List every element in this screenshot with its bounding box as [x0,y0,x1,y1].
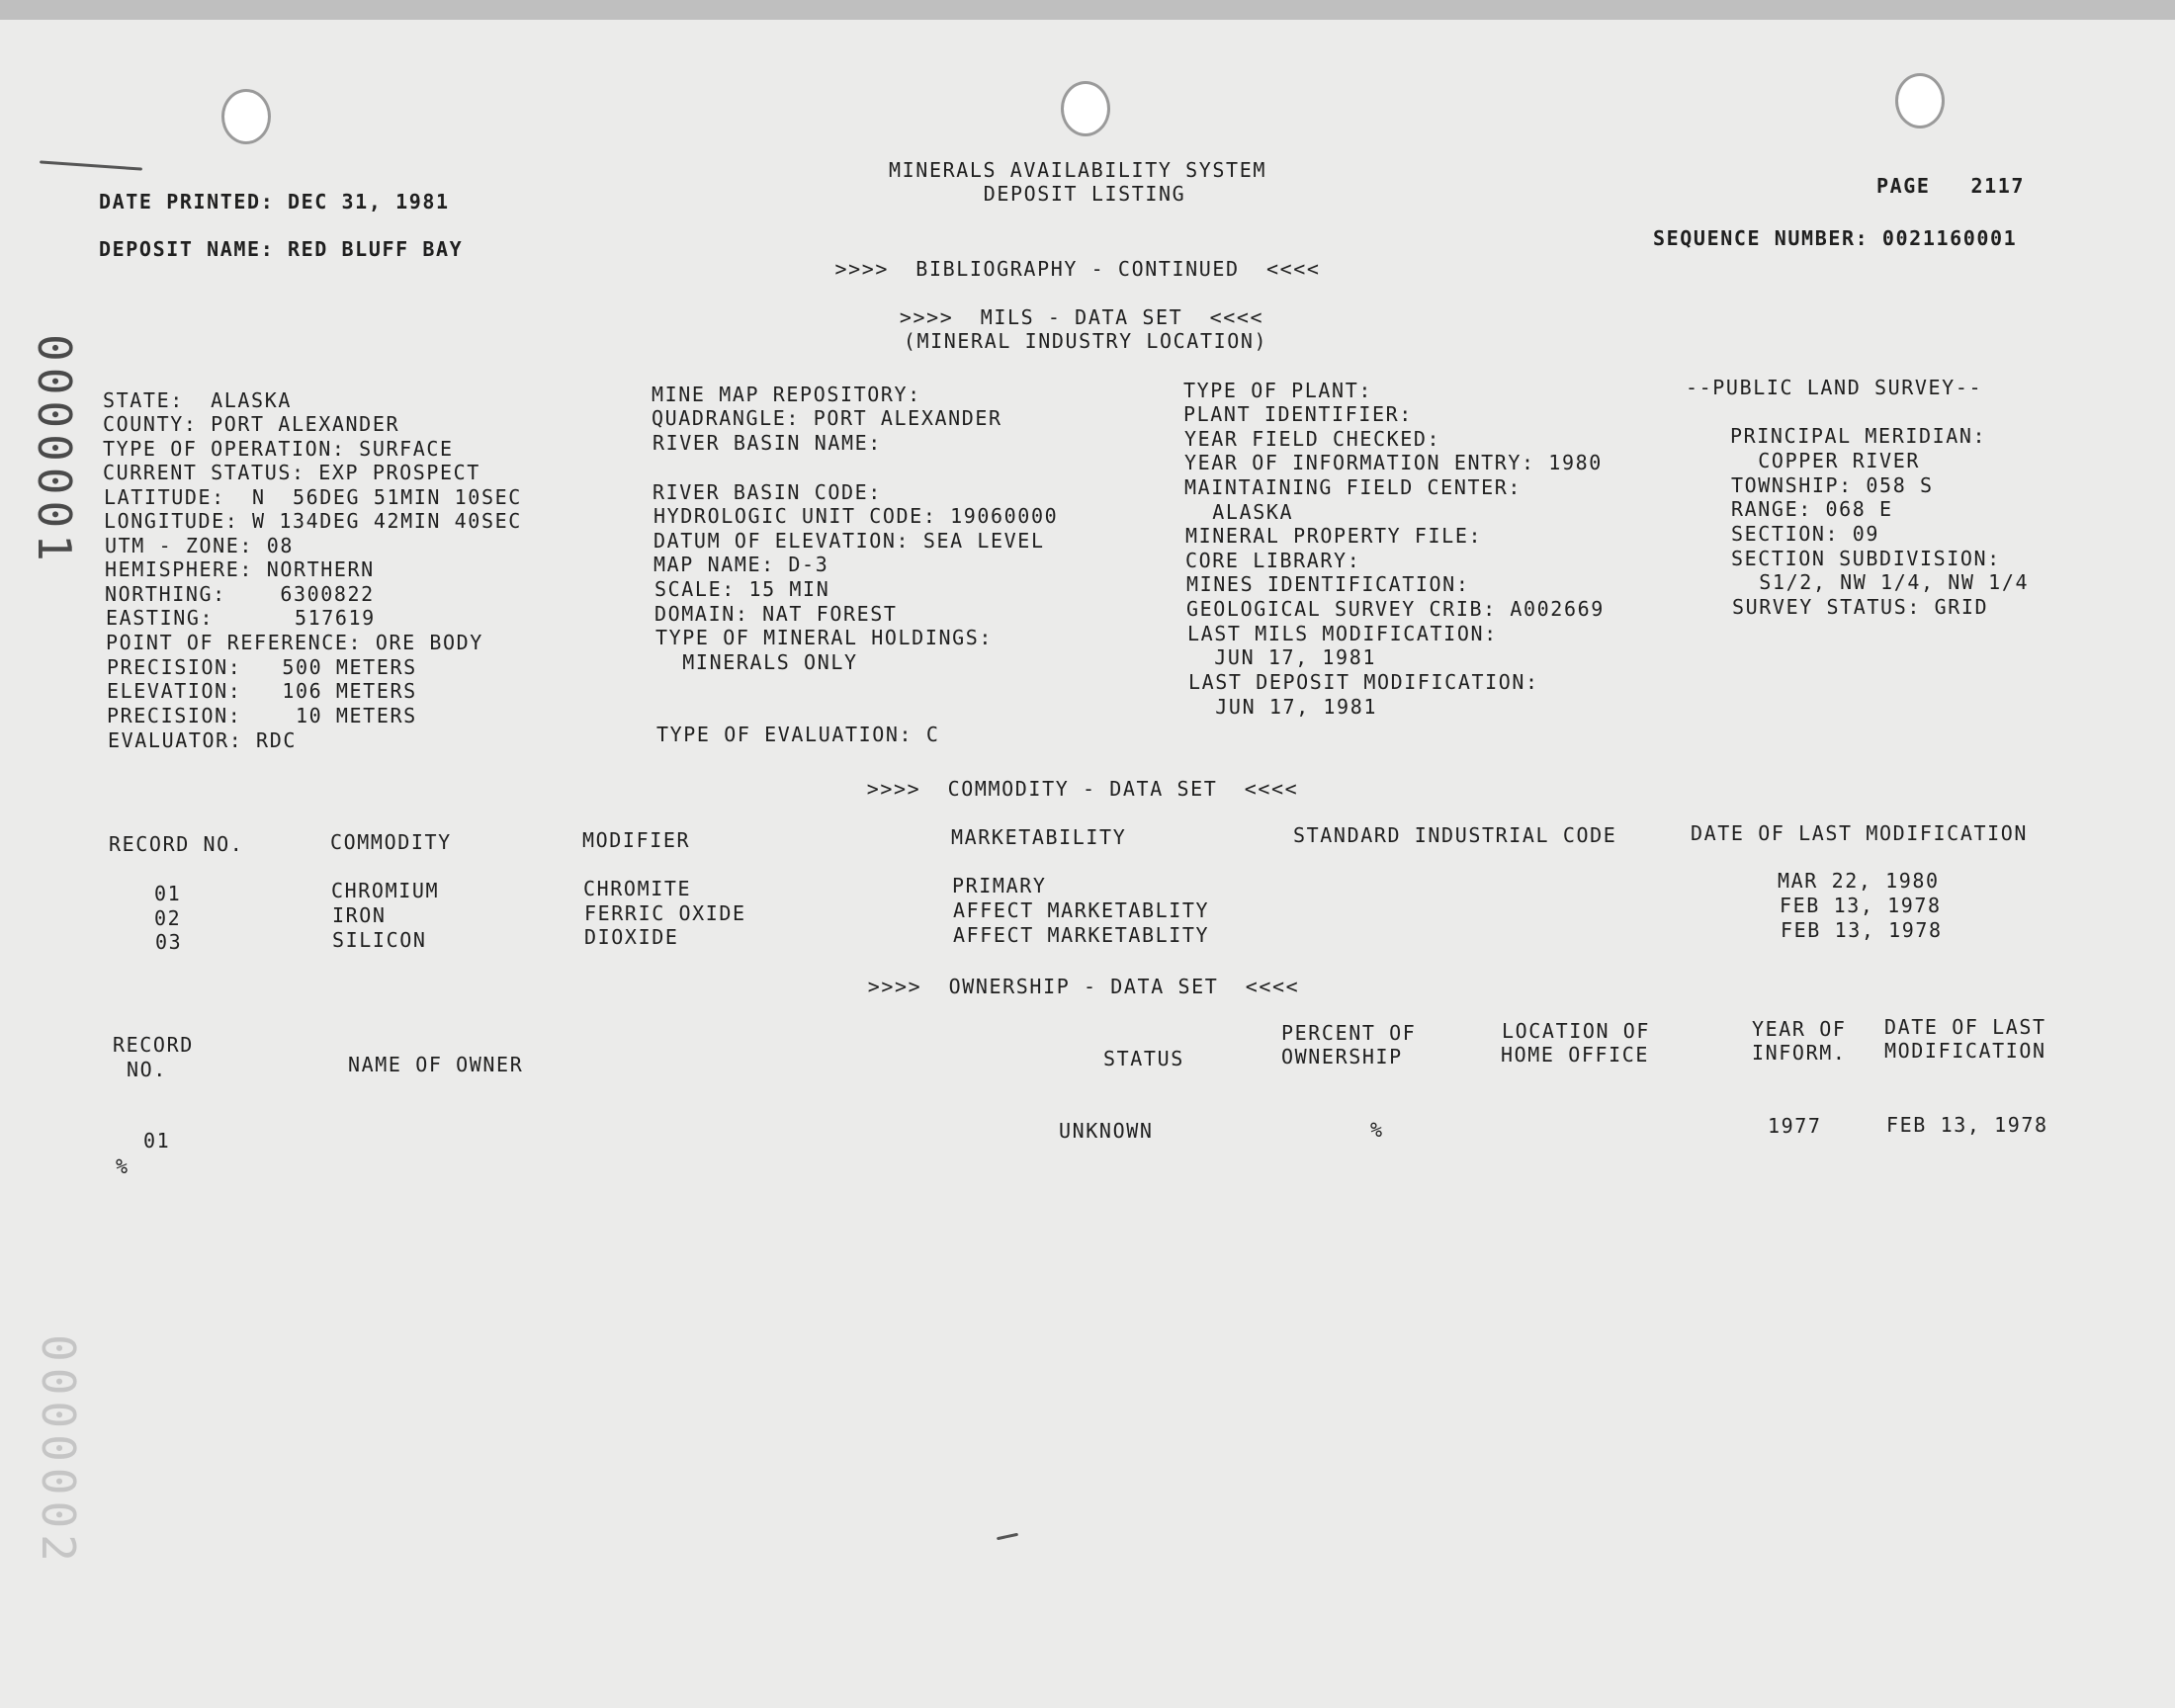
section-subdivision-value: S1/2, NW 1/4, NW 1/4 [1732,570,2030,594]
date-header-line2: MODIFICATION [1884,1039,2046,1063]
ownership-trailer: % [116,1154,130,1178]
mils-banner: >>>> MILS - DATA SET <<<< [899,305,1264,329]
printout-sheet [0,20,2175,1708]
location-header-line2: HOME OFFICE [1501,1043,1650,1067]
longitude-field: LONGITUDE: W 134DEG 42MIN 40SEC [104,509,522,533]
easting-field: EASTING: 517619 [106,606,376,630]
punch-hole-right [1895,73,1945,128]
map-name-field: MAP NAME: D-3 [653,553,829,576]
film-code-top: 0000001 [28,334,81,567]
last-deposit-modification-field: LAST DEPOSIT MODIFICATION: [1188,670,1539,694]
last-modification-header: DATE OF LAST MODIFICATION [1691,821,2029,845]
deposit-name: DEPOSIT NAME: RED BLUFF BAY [99,237,464,261]
hemisphere-field: HEMISPHERE: NORTHERN [105,557,375,581]
owner-name-header: NAME OF OWNER [348,1053,524,1076]
record-no-cell: 03 [155,930,183,954]
year-cell: 1977 [1768,1114,1822,1138]
last-deposit-modification-date: JUN 17, 1981 [1188,695,1377,719]
commodity-banner: >>>> COMMODITY - DATA SET <<<< [866,777,1299,801]
marketability-cell: PRIMARY [952,874,1047,897]
core-library-field: CORE LIBRARY: [1185,549,1361,572]
type-of-evaluation-field: TYPE OF EVALUATION: C [656,723,940,746]
point-of-reference-field: POINT OF REFERENCE: ORE BODY [106,631,483,654]
sequence-number: SEQUENCE NUMBER: 0021160001 [1653,226,2018,250]
year-field-checked-field: YEAR FIELD CHECKED: [1184,427,1441,451]
mils-subbanner: (MINERAL INDUSTRY LOCATION) [903,329,1268,353]
record-header-line1: RECORD [113,1033,194,1057]
punch-hole-left [221,89,271,144]
last-modification-cell: FEB 13, 1978 [1780,894,1942,917]
domain-field: DOMAIN: NAT FOREST [654,602,898,626]
current-status-field: CURRENT STATUS: EXP PROSPECT [103,461,480,484]
section-subdivision-field: SECTION SUBDIVISION: [1731,547,2001,570]
mineral-holdings-field: TYPE OF MINERAL HOLDINGS: [655,626,994,649]
elevation-precision-field: PRECISION: 10 METERS [107,704,417,727]
listing-title: DEPOSIT LISTING [983,182,1186,206]
percent-header-line1: PERCENT OF [1281,1021,1417,1045]
public-land-survey-title: --PUBLIC LAND SURVEY-- [1686,376,1983,399]
status-header: STATUS [1103,1047,1184,1070]
marketability-cell: AFFECT MARKETABLITY [953,898,1210,922]
principal-meridian-value: COPPER RIVER [1731,449,1920,472]
record-no-cell: 01 [143,1129,171,1153]
sic-header: STANDARD INDUSTRIAL CODE [1293,823,1617,847]
county-field: COUNTY: PORT ALEXANDER [103,412,400,436]
river-basin-name-field: RIVER BASIN NAME: [652,431,882,455]
plant-identifier-field: PLANT IDENTIFIER: [1183,402,1413,426]
survey-status-field: SURVEY STATUS: GRID [1732,595,1989,619]
year-header-line1: YEAR OF [1752,1017,1847,1041]
mineral-property-file-field: MINERAL PROPERTY FILE: [1185,524,1483,548]
pen-mark [40,160,142,170]
bibliography-banner: >>>> BIBLIOGRAPHY - CONTINUED <<<< [834,257,1321,281]
record-no-cell: 01 [154,882,182,905]
commodity-header: COMMODITY [330,830,452,854]
last-modification-cell: FEB 13, 1978 [1781,918,1943,942]
ownership-banner: >>>> OWNERSHIP - DATA SET <<<< [867,975,1300,998]
river-basin-code-field: RIVER BASIN CODE: [652,480,882,504]
commodity-cell: CHROMIUM [331,879,440,902]
mineral-holdings-value: MINERALS ONLY [655,650,858,674]
marketability-header: MARKETABILITY [951,825,1127,849]
modifier-cell: FERRIC OXIDE [584,901,746,925]
modifier-cell: DIOXIDE [584,925,679,949]
record-header-line2: NO. [127,1058,167,1081]
status-cell: UNKNOWN [1059,1119,1154,1143]
page-number: PAGE 2117 [1876,174,2026,198]
evaluator-field: EVALUATOR: RDC [108,728,297,752]
commodity-cell: SILICON [332,928,427,952]
percent-cell: % [1370,1118,1384,1142]
modifier-header: MODIFIER [582,828,691,852]
quadrangle-field: QUADRANGLE: PORT ALEXANDER [652,406,1002,430]
date-header-line1: DATE OF LAST [1884,1015,2046,1039]
range-field: RANGE: 068 E [1731,497,1893,521]
elevation-field: ELEVATION: 106 METERS [107,679,417,703]
pen-mark [997,1533,1018,1541]
precision-field: PRECISION: 500 METERS [107,655,417,679]
maintaining-field-center-field: MAINTAINING FIELD CENTER: [1184,475,1522,499]
northing-field: NORTHING: 6300822 [105,582,375,606]
township-field: TOWNSHIP: 058 S [1731,473,1934,497]
state-field: STATE: ALASKA [103,388,292,412]
year-header-line2: INFORM. [1752,1041,1847,1065]
hydrologic-unit-code-field: HYDROLOGIC UNIT CODE: 19060000 [653,504,1059,528]
utm-zone-field: UTM - ZONE: 08 [105,534,294,557]
film-code-bottom: 0000002 [32,1334,85,1568]
principal-meridian-field: PRINCIPAL MERIDIAN: [1730,424,1987,448]
last-modification-cell: MAR 22, 1980 [1778,869,1940,893]
mine-map-repository-field: MINE MAP REPOSITORY: [652,383,921,406]
last-modification-cell: FEB 13, 1978 [1886,1113,2048,1137]
type-of-plant-field: TYPE OF PLANT: [1183,379,1372,402]
commodity-cell: IRON [332,903,387,927]
system-title: MINERALS AVAILABILITY SYSTEM [889,158,1266,182]
mines-identification-field: MINES IDENTIFICATION: [1186,572,1470,596]
record-no-cell: 02 [154,906,182,930]
datum-of-elevation-field: DATUM OF ELEVATION: SEA LEVEL [653,529,1045,553]
section-field: SECTION: 09 [1731,522,1880,546]
percent-header-line2: OWNERSHIP [1281,1045,1403,1068]
year-information-entry-field: YEAR OF INFORMATION ENTRY: 1980 [1184,451,1603,474]
last-mils-modification-date: JUN 17, 1981 [1187,645,1376,669]
latitude-field: LATITUDE: N 56DEG 51MIN 10SEC [104,485,522,509]
punch-hole-center [1061,81,1110,136]
operation-type-field: TYPE OF OPERATION: SURFACE [103,437,454,461]
modifier-cell: CHROMITE [583,877,692,900]
scale-field: SCALE: 15 MIN [654,577,830,601]
field-center-value: ALASKA [1185,500,1294,524]
record-no-header: RECORD NO. [109,832,244,856]
last-mils-modification-field: LAST MILS MODIFICATION: [1187,622,1498,645]
marketability-cell: AFFECT MARKETABLITY [953,923,1210,947]
geological-survey-crib-field: GEOLOGICAL SURVEY CRIB: A002669 [1186,597,1605,621]
location-header-line1: LOCATION OF [1502,1019,1651,1043]
date-printed: DATE PRINTED: DEC 31, 1981 [99,190,450,214]
